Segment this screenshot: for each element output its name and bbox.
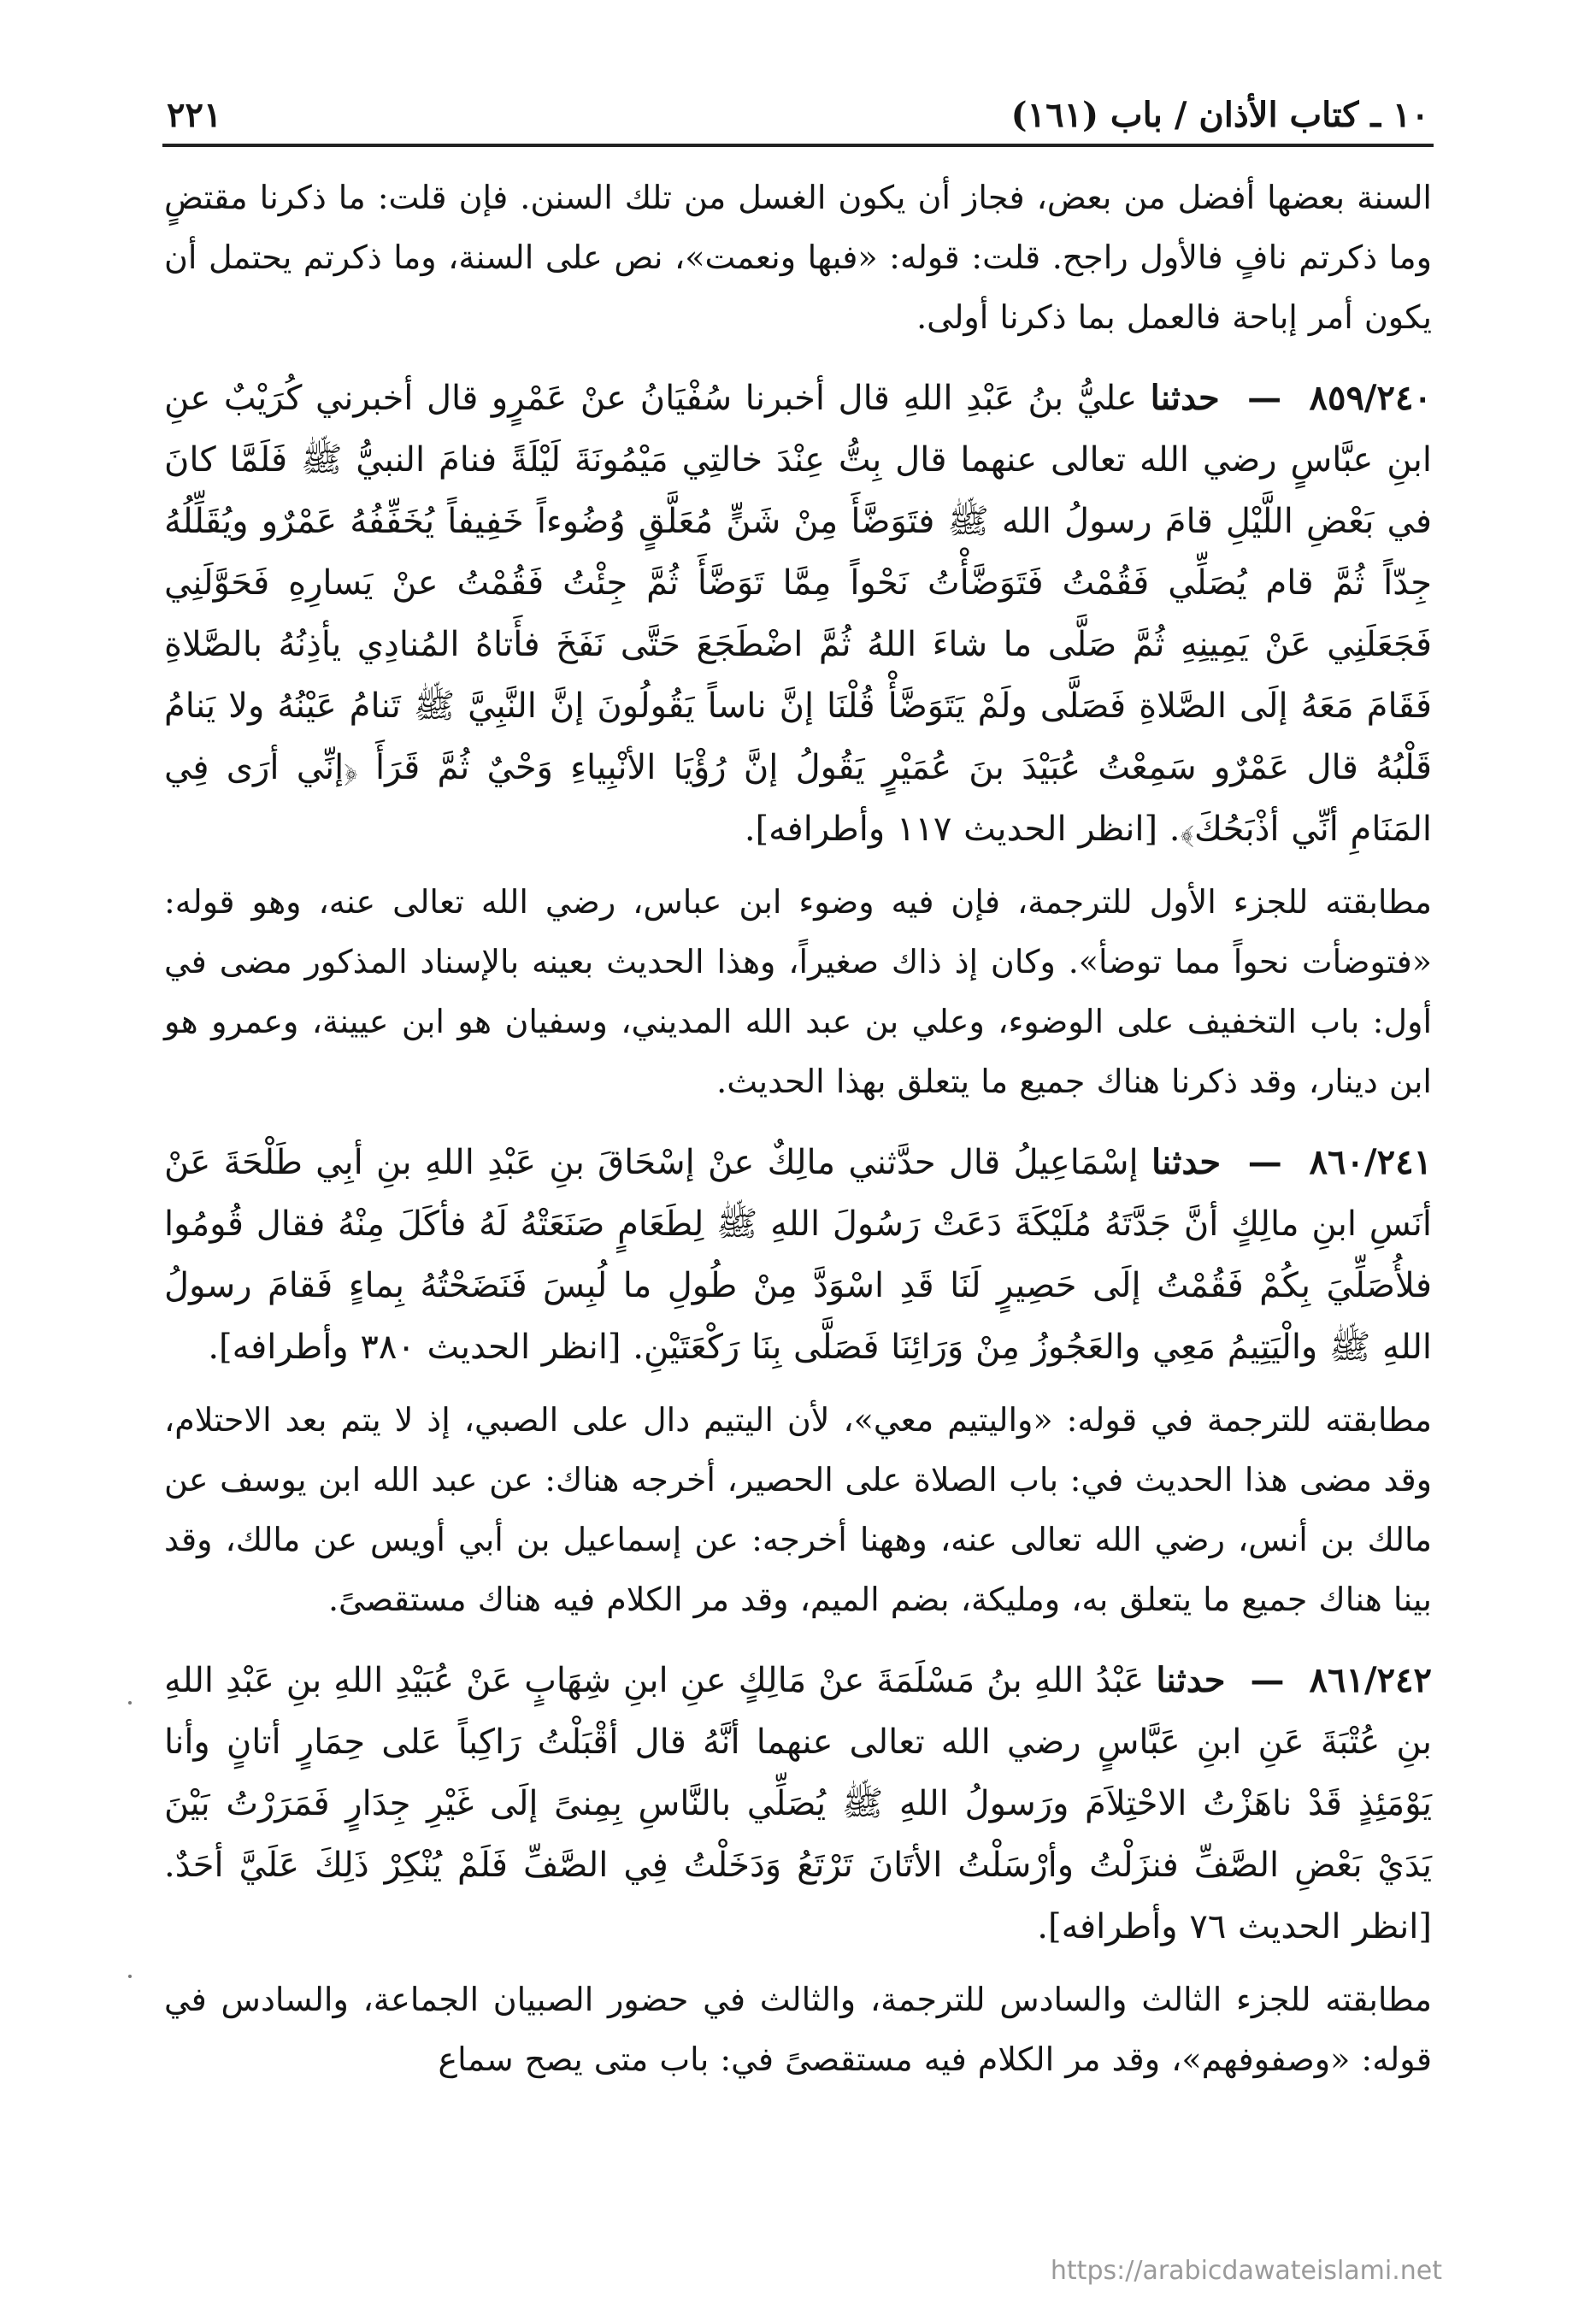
hadith-reference: [انظر الحديث ١١٧ وأطرافه]. xyxy=(744,810,1158,849)
header-divider xyxy=(162,144,1434,147)
hadith-reference: [انظر الحديث ٣٨٠ وأطرافه]. xyxy=(208,1328,621,1367)
scan-speck xyxy=(128,1701,132,1705)
hadith-paragraph xyxy=(164,1650,1432,1958)
watermark-url[interactable]: https://arabicdawateislami.net xyxy=(1050,2256,1442,2286)
commentary-paragraph xyxy=(164,1390,1432,1629)
hadith-number: ٨٦٠/٢٤١ xyxy=(1309,1142,1433,1182)
hadith-dash: — xyxy=(1237,1660,1298,1700)
scan-speck xyxy=(128,1975,132,1978)
hadith-paragraph xyxy=(164,368,1432,860)
page-number: ٢٢١ xyxy=(167,95,222,135)
hadith-dash: — xyxy=(1234,1142,1297,1182)
hadith-paragraph xyxy=(164,1132,1432,1378)
hadith-number: ٨٥٩/٢٤٠ xyxy=(1309,378,1432,418)
hadith-text: عليُّ بنُ عَبْدِ اللهِ قال أخبرنا سُفْيَانُ عنْ عَمْرٍو قال أخبرني كُرَيْبٌ عنِ ابنِ عبَّاسٍ رضي الله تعالى عنهما قال بِتُّ عِنْدَ خالتِي مَيْمُونَةَ لَيْلَةً فنامَ النبيُّ ﷺ فَلَمَّا كانَ في بَعْضِ اللَّيْلِ قامَ رسولُ الله ﷺ فتَوَضَّأَ مِنْ شَنٍّ مُعَلَّقٍ وُضُوءاً خَفِيفاً يُخَفِّفُهُ عَمْرٌو ويُقَلِّلُهُ جِدّاً ثُمَّ قام يُصَلِّي فَقُمْتُ فَتَوَضَّأْتُ نَحْواً مِمَّا تَوَضَّأَ ثُمَّ جِئْتُ فَقُمْتُ عنْ يَسارِهِ فَحَوَّلَنِي فَجَعَلَنِي عَنْ يَمِينِهِ ثُمَّ صَلَّى ما شاءَ اللهُ ثُمَّ اضْطَجَعَ حَتَّى نَفَخَ فأَتاهُ المُنادِي يأذِنُهُ بالصَّلاةِ فَقَامَ مَعَهُ إلَى الصَّلاةِ فَصَلَّى ولَمْ يَتَوَضَّأْ قُلْنَا إنَّ ناساً يَقُولُونَ إنَّ النَّبِيَّ ﷺ تَنامُ عَيْنُهُ ولا يَنامُ قَلْبُهُ قال عَمْرٌو سَمِعْتُ عُبَيْدَ بنَ عُمَيْرٍ يَقُولُ إنَّ رُؤْيَا الأنْبِياءِ وَحْيٌ ثُمَّ قَرَأَ ﴿إنِّي أرَى فِي المَنَامِ أنِّي أذْبَحُكَ﴾. xyxy=(164,379,1433,849)
commentary-text: مطابقته للجزء الأول للترجمة، فإن فيه وضوء ابن عباس، رضي الله تعالى عنه، وهو قوله: «فتوضأت نحواً مما توضأ». وكان إذ ذاك صغيراً، وهذا الحديث بعينه بالإسناد المذكور مضى في أول: باب التخفيف على الوضوء، وعلي بن عبد الله المديني، وسفيان هو ابن عيينة، وعمرو هو ابن دينار، وقد ذكرنا هناك جميع ما يتعلق بهذا الحديث. xyxy=(164,883,1432,1100)
hadith-text: عَبْدُ اللهِ بنُ مَسْلَمَةَ عنْ مَالِكٍ عنِ ابنِ شِهَابٍ عَنْ عُبَيْدِ اللهِ بنِ عَبْدِ اللهِ بنِ عُتْبَةَ عَنِ ابنِ عَبَّاسٍ رضي الله تعالى عنهما أنَّهُ قال أقْبَلْتُ رَاكِباً عَلى حِمَارٍ أتانٍ وأنا يَوْمَئِذٍ قَدْ ناهَزْتُ الاحْتِلاَمَ ورَسولُ اللهِ ﷺ يُصَلِّي بالنَّاسِ بِمِنىً إلَى غَيْرِ جِدَارٍ فَمَرَرْتُ بَيْنَ يَدَيْ بَعْضِ الصَّفِّ فنزَلْتُ وأرْسَلْتُ الأتَانَ تَرْتَعُ وَدَخَلْتُ فِي الصَّفِّ فَلَمْ يُنْكِرْ ذَلِكَ عَلَيَّ أحَدٌ. xyxy=(164,1661,1432,1885)
hadith-lead-word: حدثنا xyxy=(1156,1660,1226,1700)
hadith-text: إسْمَاعِيلُ قال حدَّثني مالِكٌ عنْ إسْحَاقَ بنِ عَبْدِ اللهِ بنِ أبِي طَلْحَةَ عَنْ أنَسِ ابنِ مالِكٍ أنَّ جَدَّتَهُ مُلَيْكَةَ دَعَتْ رَسُولَ اللهِ ﷺ لِطَعَامٍ صَنَعَتْهُ لَهُ فأكَلَ مِنْهُ فقال قُومُوا فلأُصَلِّيَ بِكُمْ فَقُمْتُ إلَى حَصِيرٍ لَنَا قَدِ اسْوَدَّ مِنْ طُولِ ما لُبِسَ فَنَضَحْتُهُ بِماءٍ فَقامَ رسولُ اللهِ ﷺ والْيَتِيمُ مَعِي والعَجُوزُ مِنْ وَرَائِنَا فَصَلَّى بِنَا رَكْعَتَيْنِ. xyxy=(164,1143,1432,1367)
chapter-heading: ١٠ ـ كتاب الأذان / باب (١٦١) xyxy=(1010,95,1429,135)
commentary-paragraph xyxy=(164,168,1432,347)
commentary-text: مطابقته للترجمة في قوله: «واليتيم معي»، لأن اليتيم دال على الصبي، إذ لا يتم بعد الاحتلام، وقد مضى هذا الحديث في: باب الصلاة على الحصير، أخرجه هناك: عن عبد الله ابن يوسف عن مالك بن أنس، رضي الله تعالى عنه، وههنا أخرجه: عن إسماعيل بن أبي أويس عن مالك، وقد بينا هناك جميع ما يتعلق به، ومليكة، بضم الميم، وقد مر الكلام فيه هناك مستقصىً. xyxy=(164,1401,1432,1618)
commentary-text: مطابقته للجزء الثالث والسادس للترجمة، والثالث في حضور الصبيان الجماعة، والسادس في قوله: «وصفوفهم»، وقد مر الكلام فيه مستقصىً في: باب متى يصح سماع xyxy=(164,1981,1432,2078)
commentary-paragraph xyxy=(164,872,1432,1111)
hadith-lead-word: حدثنا xyxy=(1150,378,1220,418)
page-body xyxy=(164,168,1432,2089)
running-header xyxy=(167,75,1429,135)
hadith-reference: [انظر الحديث ٧٦ وأطرافه]. xyxy=(1037,1907,1432,1946)
hadith-dash: — xyxy=(1233,378,1296,418)
commentary-text: السنة بعضها أفضل من بعض، فجاز أن يكون الغسل من تلك السنن. فإن قلت: ما ذكرنا مقتضٍ وما ذكرتم نافٍ فالأول راجح. قلت: قوله: «فبها ونعمت»، نص على السنة، وما ذكرتم يحتمل أن يكون أمر إباحة فالعمل بما ذكرنا أولى. xyxy=(164,179,1432,336)
hadith-lead-word: حدثنا xyxy=(1151,1142,1222,1182)
hadith-number: ٨٦١/٢٤٢ xyxy=(1309,1660,1433,1700)
commentary-paragraph xyxy=(164,1970,1432,2089)
